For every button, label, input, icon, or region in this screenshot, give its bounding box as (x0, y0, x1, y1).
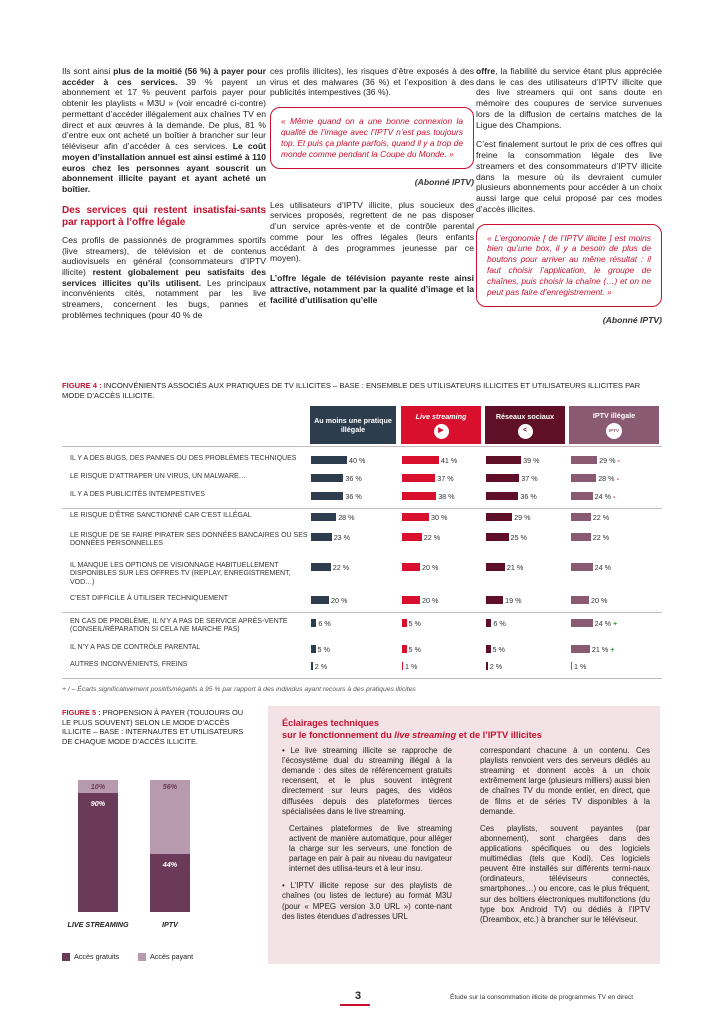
segment-value: 90% (90, 799, 106, 809)
bullet-item: • Le live streaming illicite se rapproche de l’écosystème dual du streaming illégal à la demande : des sites de référencement gratuits recensent, et le plus souvent intègrent directement sur leurs pages, des vidéos diffusées depuis des plateformes tierces spécialisées dans le live streaming. (282, 746, 452, 816)
bar-value: 25 % (510, 532, 527, 542)
bar (311, 533, 332, 541)
bar (311, 662, 313, 670)
bar-value: 5 % (492, 644, 505, 654)
header-any-illegal: Au moins une pratique illégale (310, 406, 396, 444)
paragraph: ces profils illicites), les risques d’être exposés à des virus et des malwares (36 %) et l’exposition à des publicités intempestives (36 %). (270, 66, 474, 98)
bar (402, 513, 429, 521)
quote-source: (Abonné IPTV) (602, 315, 662, 326)
bar-value: 28 % (338, 512, 355, 522)
bar (402, 596, 420, 604)
row-label: LE RISQUE DE SE FAIRE PIRATER SES DONNÉES BANCAIRES OU SES DONNÉES PERSONNELLES (70, 532, 308, 548)
bar (402, 456, 439, 464)
bar (402, 645, 407, 653)
row-label: LE RISQUE D’ATTRAPER UN VIRUS, UN MALWARE… (70, 473, 246, 480)
bar (311, 563, 331, 571)
bar-value: 6 % (318, 618, 331, 628)
segment-value: 56% (162, 782, 178, 791)
bar (402, 619, 407, 627)
paragraph: Ils sont ainsi plus de la moitié (56 %) à payer pour accéder à ces services. 39 % payent un abonnement et 17 % peuvent parfois payer pour obtenir les playlists « M3U » (voir encadré ci-contre) permettant d’accéder illégalement aux chaînes TV en direct et aux œuvres à la demande. De plus, 81 % d’entre eux ont acheté un boîtier à brancher sur leur téléviseur afin d’accéder à ces services. Le coût moyen d’installation annuel est ainsi estimé à 110 euros chez les personnes ayant souscrit un abonnement illicite payant et ayant acheté un boîtier. (62, 66, 266, 195)
bar-value: 20 % (591, 595, 608, 605)
row-label: LE RISQUE D’ÊTRE SANCTIONNÉ CAR C’EST ILLÉGAL (70, 512, 252, 519)
bar (571, 513, 591, 521)
legend-free: Accès gratuits (62, 952, 119, 961)
row-label: IL N’Y A PAS DE CONTRÔLE PARENTAL (70, 644, 201, 651)
bar-value: 22 % (592, 512, 610, 522)
bar (402, 474, 435, 482)
figure-5-title: FIGURE 5 : PROPENSION À PAYER (TOUJOURS OU LE PLUS SOUVENT) SELON LE MODE D’ACCÈS ILLICITE – BASE : INTERNAUTES ET UTILISATEURS DE CHAQUE MODE D’ACCÈS ILLICITE. (62, 708, 244, 746)
text-column-2 (270, 66, 474, 314)
bar-value: 30 % (431, 512, 448, 522)
paragraph: correspondant chacune à un contenu. Ces playlists renvoient vers des serveurs dédiés au streaming et donnent accès à un choix extrêmement large (plusieurs milliers) aussi bien de chaînes TV du monde entier, en direct, que de films et de séries TV disponibles à la demande. (480, 746, 650, 816)
bar-value: 38 % (438, 491, 455, 501)
divider (62, 508, 662, 509)
category-label: IPTV (162, 920, 178, 929)
row-label: AUTRES INCONVÉNIENTS, FREINS (70, 661, 188, 668)
bar-value: 24 % - (594, 491, 616, 501)
divider (62, 612, 662, 613)
paragraph: L’offre légale de télévision payante reste ainsi attractive, notamment par la qualité d’image et la facilité d’utilisation qu’elle (270, 273, 474, 305)
legend-swatch (138, 953, 146, 961)
row-label: IL Y A DES PUBLICITÉS INTEMPESTIVES (70, 491, 205, 498)
bar-value: 20 % (422, 562, 439, 572)
bar-value: 5 % (408, 618, 421, 628)
quote-box: « L’ergonomie [ de l’IPTV illicite ] est moins bien qu’une box, il y a besoin de plus de boutons pour arriver au même résultat : il faut choisir l’application, le groupe de chaînes, puis choisir la chaîne (…) et on ne peut pas faire d’enregistrement. » (476, 224, 662, 308)
header-social-networks: Réseaux sociaux < (485, 406, 565, 444)
section-heading: Des services qui restent insatisfai-sants par rapport à l’offre légale (62, 204, 266, 228)
significance-marker: - (615, 455, 620, 465)
bar (571, 456, 597, 464)
bar-value: 41 % (440, 455, 458, 465)
bar-value: 21 % + (591, 644, 615, 654)
bar-value: 28 % - (598, 473, 619, 483)
header-live-streaming: Live streaming ▶ (401, 406, 481, 444)
paragraph: Certaines plateformes de live streaming activent de manière automatique, pour alléger la charge sur les serveurs, une fonction de partage en pair à pair au niveau du navigateur internet des utilisa-teurs et à leur insu. (289, 823, 452, 874)
figure-4-title: FIGURE 4 : INCONVÉNIENTS ASSOCIÉS AUX PRATIQUES DE TV ILLICITES – BASE : ENSEMBLE DES UTILISATEURS ILLICITES ET UTILISATEURS ILLICITES PAR MODE D’ACCÈS ILLICITE. (62, 381, 641, 401)
bar (571, 619, 593, 627)
bar-value: 2 % (489, 661, 503, 671)
bar (486, 474, 519, 482)
bar-value: 1 % (574, 661, 587, 671)
footer-title: Étude sur la consommation illicite de programmes TV en direct (450, 994, 634, 1001)
bar-value: 5 % (408, 644, 421, 654)
significance-marker: - (614, 473, 619, 483)
bar (486, 596, 503, 604)
row-label: EN CAS DE PROBLÈME, IL N’Y A PAS DE SERVICE APRÈS-VENTE (CONSEIL/RÉPARATION SI CELA NE MARCHE PAS) (70, 618, 288, 634)
quote-box: « Même quand on a une bonne connexion la qualité de l’image avec l’IPTV n’est pas toujours top. Et puis ça plante parfois, quand il y a trop de monde comme pendant la Coupe du Monde. » (270, 107, 474, 169)
bar (311, 513, 336, 521)
bar (402, 492, 436, 500)
bar-value: 29 % - (599, 455, 620, 465)
bar-value: 29 % (514, 512, 531, 522)
segment-value: 10% (90, 782, 106, 791)
box-column-right (480, 746, 650, 932)
paragraph: Les utilisateurs d’IPTV illicite, plus soucieux des services proposés, regrettent de ne pas disposer d’un service après-vente et de contrôle parental comme pour les offres légales (leurs enfants accédant à des programmes jeunesse par ce moyen). (270, 199, 474, 264)
bar (311, 619, 316, 627)
paragraph: Ces profils de passionnés de programmes sportifs (live streamers), de télévision et de contenus audiovisuels en général (consommateurs d’IPTV illicite) restent globalement peu satisfaits des services illicites qu’ils utilisent. Les principaux inconvénients cités, notamment par les live streamers, concernent les bugs, pannes et problèmes techniques (pour 40 % de (62, 234, 266, 320)
legend-paid: Accès payant (138, 952, 193, 961)
bar (311, 596, 329, 604)
bar (571, 662, 572, 670)
iptv-icon: IPTV (606, 423, 622, 439)
bar-value: 36 % (520, 491, 537, 501)
bar-value: 22 % (592, 532, 610, 542)
bar (486, 456, 521, 464)
page-number-underline (340, 1004, 370, 1006)
bullet-item: • L’IPTV illicite repose sur des playlists de chaînes (ou listes de lecture) au format M3U (pour « MPEG version 3.0 URL ») conte-nant des listes étendues d’adresses URL (282, 881, 452, 921)
bar (571, 533, 591, 541)
bar (311, 645, 316, 653)
divider (62, 678, 662, 679)
bar (486, 513, 512, 521)
bar (486, 662, 488, 670)
bar-value: 36 % (345, 491, 362, 501)
legend-swatch (62, 953, 70, 961)
bar (311, 492, 343, 500)
share-icon: < (518, 424, 533, 439)
bar (311, 456, 347, 464)
significance-marker: + (610, 618, 618, 628)
technical-insights-box (268, 706, 660, 964)
significance-note: + / – Écarts significativement positifs/négatifs à 95 % par rapport à des individus ayant recours à des pratiques illicites (62, 686, 416, 693)
box-title: Éclairages techniques sur le fonctionnement du live streaming et de l’IPTV illicites (282, 718, 542, 740)
significance-marker: + (608, 644, 615, 654)
bar-value: 24 % (594, 562, 611, 572)
row-label: IL MANQUE LES OPTIONS DE VISIONNAGE HABITUELLEMENT DISPONIBLES SUR LES OFFRES TV (REPLAY, ENREGISTREMENT, VOD…) (70, 562, 291, 586)
paragraph: Ces playlists, souvent payantes (par abonnement), sont chargées dans des applications spécifiques ou des logiciels multimédias (tels que Kodi). Ces logiciels peuvent être installés sur différents termi-naux (ordinateurs, téléviseurs connectés, smartphones…) ou encore, cas le plus fréquent, sur des boîtiers électroniques multifonctions (du type box Android TV) ou dédiés à l’IPTV (Dreambox, etc.) à brancher sur le téléviseur. (480, 823, 650, 924)
bar-value: 36 % (345, 473, 362, 483)
bar (571, 596, 589, 604)
bar (571, 645, 590, 653)
stacked-bar-segment (78, 793, 118, 912)
text-column-1 (62, 66, 266, 330)
divider (62, 446, 662, 447)
page-number: 3 (355, 990, 362, 1002)
bar-value: 2 % (314, 661, 328, 671)
quote-source: (Abonné IPTV) (414, 176, 474, 187)
bar (402, 662, 403, 670)
bar (486, 492, 518, 500)
bar (402, 533, 422, 541)
bar-value: 40 % (349, 455, 366, 465)
row-label: C’EST DIFFICILE À UTILISER TECHNIQUEMENT (70, 595, 229, 602)
significance-marker: - (610, 491, 616, 501)
bar-value: 22 % (423, 532, 441, 542)
bar-value: 24 % + (594, 618, 618, 628)
bar (571, 492, 593, 500)
bar (571, 474, 596, 482)
bar (402, 563, 420, 571)
row-label: IL Y A DES BUGS, DES PANNES OU DES PROBLÈMES TECHNIQUES (70, 455, 297, 462)
play-icon: ▶ (434, 424, 449, 439)
bar-value: 39 % (523, 455, 540, 465)
bar-value: 37 % (437, 473, 454, 483)
box-column-left (282, 746, 452, 929)
bar (311, 474, 343, 482)
text-column-3 (476, 66, 662, 326)
paragraph: C’est finalement surtout le prix de ces offres qui freine la consommation légale des live streamers et des consommateurs d’IPTV illicite dans la mesure où ils devraient cumuler plusieurs abonnements pour accéder à un choix aussi large que celui proposé par ces modes d’accès illicites. (476, 139, 662, 214)
bar (486, 619, 491, 627)
header-iptv: IPTV illégale IPTV (569, 406, 659, 444)
bar (486, 533, 509, 541)
bar (486, 563, 505, 571)
bar-value: 37 % (521, 473, 538, 483)
bar-value: 21 % (506, 562, 524, 572)
bar-value: 20 % (331, 595, 348, 605)
bar-value: 5 % (317, 644, 330, 654)
bar (486, 645, 491, 653)
bar-value: 23 % (333, 532, 351, 542)
paragraph: offre, la fiabilité du service étant plus appréciée dans le cas des utilisateurs d’IPTV illicite que des live streamers qui ont sans doute en mémoire des coupures de service survenues lors de la diffusion de certains matches de la Ligue des Champions. (476, 66, 662, 130)
bar (571, 563, 593, 571)
bar-value: 1 % (405, 661, 418, 671)
stacked-bar-segment (150, 780, 190, 854)
bar-value: 20 % (422, 595, 439, 605)
category-label: LIVE STREAMING (67, 920, 129, 929)
bar-value: 19 % (505, 595, 522, 605)
bar-value: 6 % (493, 618, 506, 628)
bar-value: 22 % (332, 562, 350, 572)
segment-value: 44% (162, 859, 178, 869)
